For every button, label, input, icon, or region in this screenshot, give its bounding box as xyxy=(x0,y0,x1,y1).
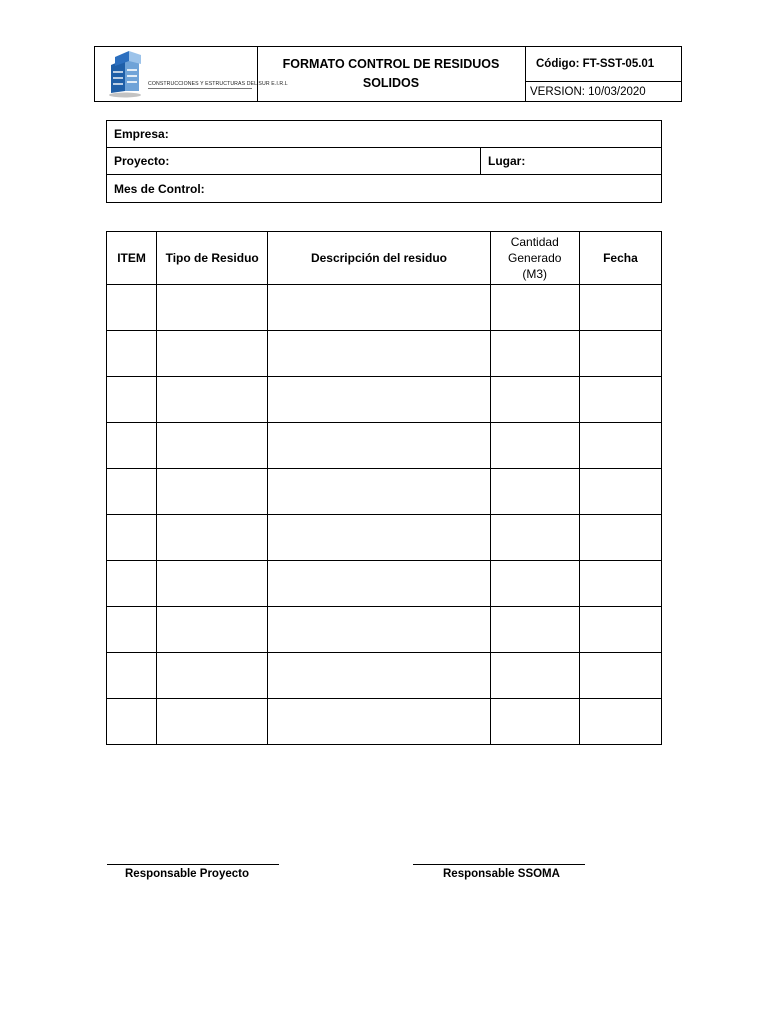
proyecto-row[interactable] xyxy=(107,148,661,175)
cell-tipo[interactable] xyxy=(157,377,268,423)
cell-cantidad[interactable] xyxy=(490,469,579,515)
cell-fecha[interactable] xyxy=(579,331,661,377)
cell-tipo[interactable] xyxy=(157,653,268,699)
cell-item[interactable] xyxy=(107,377,157,423)
cell-fecha[interactable] xyxy=(579,561,661,607)
cell-cantidad[interactable] xyxy=(490,377,579,423)
cell-item[interactable] xyxy=(107,285,157,331)
table-row xyxy=(107,285,662,331)
signature-label-right: Responsable SSOMA xyxy=(443,868,560,880)
cell-fecha[interactable] xyxy=(579,423,661,469)
cell-fecha[interactable] xyxy=(579,607,661,653)
cell-tipo[interactable] xyxy=(157,469,268,515)
cell-cantidad[interactable] xyxy=(490,331,579,377)
cell-tipo[interactable] xyxy=(157,423,268,469)
cell-cantidad[interactable] xyxy=(490,515,579,561)
signature-line-right xyxy=(413,864,585,865)
table-row xyxy=(107,423,662,469)
document-version: VERSION: 10/03/2020 xyxy=(530,85,646,98)
cell-fecha[interactable] xyxy=(579,653,661,699)
table-body xyxy=(107,285,662,745)
table-row xyxy=(107,469,662,515)
cell-descripcion[interactable] xyxy=(268,515,490,561)
col-header-item: ITEM xyxy=(107,232,157,285)
signature-line-left xyxy=(107,864,279,865)
cell-descripcion[interactable] xyxy=(268,377,490,423)
cell-cantidad[interactable] xyxy=(490,423,579,469)
cell-item[interactable] xyxy=(107,561,157,607)
signature-label-left: Responsable Proyecto xyxy=(125,868,249,880)
title-line-2: SOLIDOS xyxy=(362,76,420,90)
cell-item[interactable] xyxy=(107,331,157,377)
cell-cantidad[interactable] xyxy=(490,561,579,607)
col-header-descripcion: Descripción del residuo xyxy=(268,232,490,285)
empresa-row[interactable] xyxy=(107,121,661,148)
mes-control-label: Mes de Control: xyxy=(114,181,205,196)
cell-tipo[interactable] xyxy=(157,699,268,745)
table-row xyxy=(107,377,662,423)
document-header xyxy=(94,46,682,102)
cell-fecha[interactable] xyxy=(579,469,661,515)
lugar-label: Lugar: xyxy=(488,154,526,168)
cell-item[interactable] xyxy=(107,515,157,561)
cell-tipo[interactable] xyxy=(157,515,268,561)
cell-cantidad[interactable] xyxy=(490,699,579,745)
cell-item[interactable] xyxy=(107,653,157,699)
cell-descripcion[interactable] xyxy=(268,561,490,607)
table-row xyxy=(107,515,662,561)
proyecto-label: Proyecto: xyxy=(114,154,170,168)
company-logo xyxy=(95,47,255,101)
cell-descripcion[interactable] xyxy=(268,699,490,745)
logo-company-name: CONSTRUCCIONES Y ESTRUCTURAS DEL SUR E.I.R.L xyxy=(148,81,288,87)
cell-item[interactable] xyxy=(107,423,157,469)
cell-cantidad[interactable] xyxy=(490,607,579,653)
cell-fecha[interactable] xyxy=(579,377,661,423)
table-row xyxy=(107,607,662,653)
cell-descripcion[interactable] xyxy=(268,469,490,515)
cell-descripcion[interactable] xyxy=(268,331,490,377)
table-row xyxy=(107,561,662,607)
cell-tipo[interactable] xyxy=(157,331,268,377)
cell-descripcion[interactable] xyxy=(268,423,490,469)
logo-cell xyxy=(95,47,288,101)
col-header-cantidad xyxy=(490,232,579,285)
cell-item[interactable] xyxy=(107,607,157,653)
table-row xyxy=(107,653,662,699)
residuos-table xyxy=(106,231,662,745)
cell-tipo[interactable] xyxy=(157,285,268,331)
logo-underline xyxy=(148,88,252,89)
cell-item[interactable] xyxy=(107,699,157,745)
cantidad-line-3: (M3) xyxy=(522,267,548,281)
col-header-tipo: Tipo de Residuo xyxy=(157,232,268,285)
document-title xyxy=(257,47,526,101)
cell-fecha[interactable] xyxy=(579,285,661,331)
info-block xyxy=(106,120,662,203)
cell-descripcion[interactable] xyxy=(268,285,490,331)
document-code: Código: FT-SST-05.01 xyxy=(526,47,682,82)
cell-cantidad[interactable] xyxy=(490,285,579,331)
table-header-row xyxy=(107,232,662,285)
mes-control-row[interactable] xyxy=(107,175,661,202)
cantidad-line-2: Generado xyxy=(508,251,562,265)
cell-descripcion[interactable] xyxy=(268,653,490,699)
table-row xyxy=(107,699,662,745)
cell-item[interactable] xyxy=(107,469,157,515)
cell-fecha[interactable] xyxy=(579,699,661,745)
cell-tipo[interactable] xyxy=(157,607,268,653)
table-row xyxy=(107,331,662,377)
cell-cantidad[interactable] xyxy=(490,653,579,699)
cell-tipo[interactable] xyxy=(157,561,268,607)
lugar-field[interactable] xyxy=(480,148,525,174)
cell-descripcion[interactable] xyxy=(268,607,490,653)
empresa-label: Empresa: xyxy=(114,127,169,141)
title-line-1: FORMATO CONTROL DE RESIDUOS xyxy=(282,57,500,71)
cell-fecha[interactable] xyxy=(579,515,661,561)
col-header-fecha: Fecha xyxy=(579,232,661,285)
cantidad-line-1: Cantidad xyxy=(510,235,559,249)
